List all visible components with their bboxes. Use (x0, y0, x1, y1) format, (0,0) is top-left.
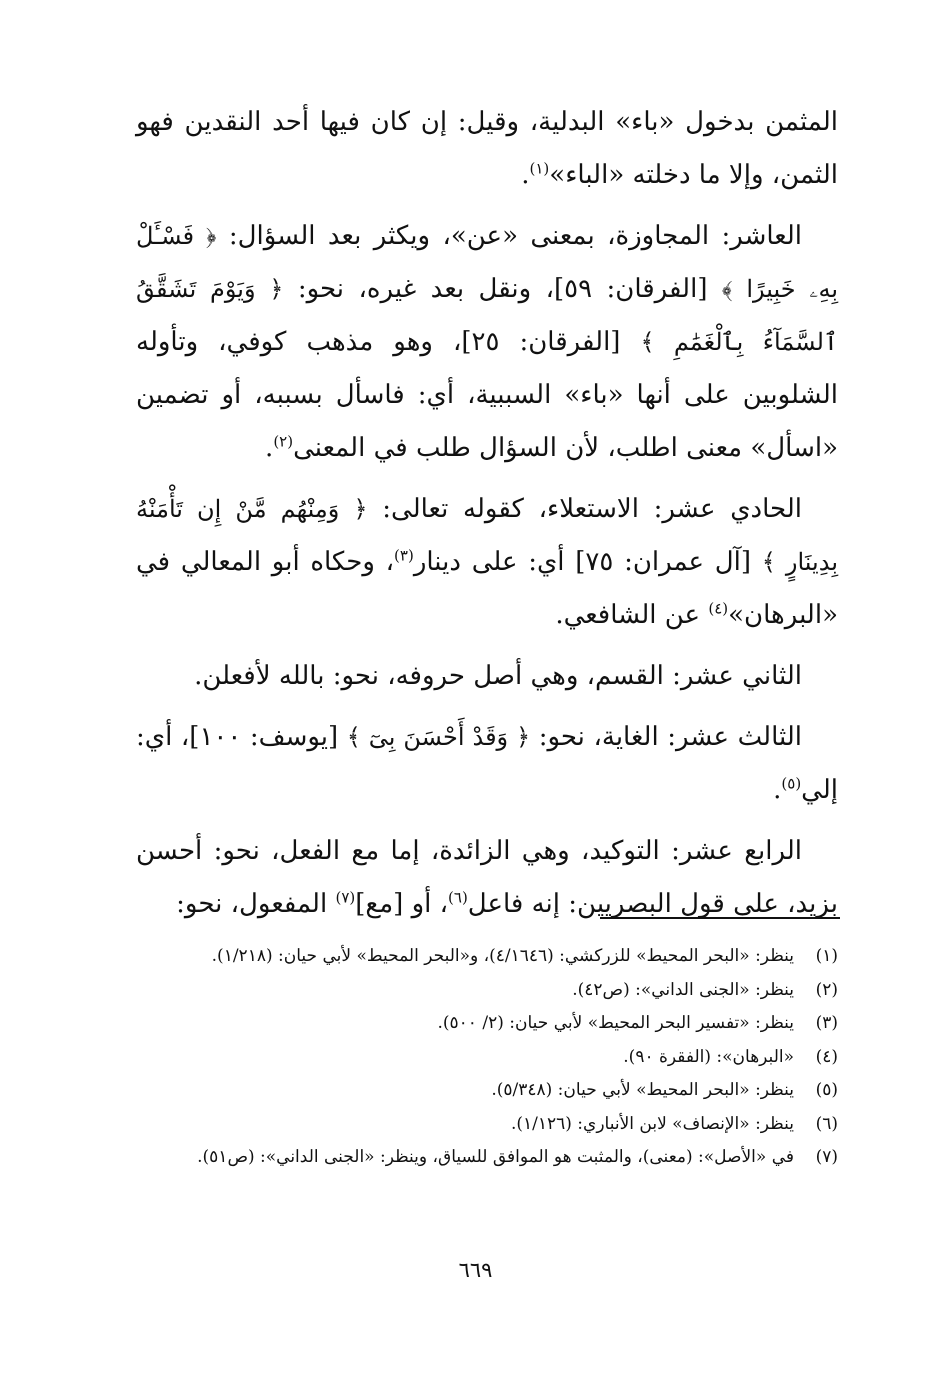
footnote-ref-7: (٧) (335, 888, 356, 907)
footnote-2 (136, 974, 838, 1008)
paragraph-6-text-3: المفعول، نحو: (176, 889, 336, 919)
footnote-4 (136, 1041, 838, 1075)
paragraph-3 (136, 483, 838, 642)
footnote-number: (٥) (815, 1080, 838, 1100)
paragraph-1-end: . (521, 160, 530, 190)
quran-verse-4: ﴿ وَقَدْ أَحْسَنَ بِىٓ ﴾ (346, 723, 531, 751)
footnote-ref-6: (٦) (448, 888, 468, 907)
page-number: ٦٦٩ (458, 1258, 493, 1282)
paragraph-2-text-3: [الفرقان: ٢٥]، وهو مذهب كوفي، وتأوله الشلوبين على أنها «باء» السببية، أي: فاسأل بسببه، أو تضمين «اسأل» معنى اطلب، لأن السؤال طلب في المعنى (136, 327, 838, 463)
paragraph-3-text-4: عن الشافعي. (555, 600, 709, 630)
paragraph-5-end: . (773, 775, 782, 805)
footnote-number: (٦) (815, 1113, 838, 1134)
paragraph-2-text-2: [الفرقان: ٥٩]، ونقل بعد غيره، نحو: (283, 274, 722, 304)
paragraph-2-end: . (265, 433, 274, 463)
footnote-number: (٣) (815, 1013, 838, 1033)
footnote-number: (٢) (815, 979, 838, 1000)
quran-verse-1: ﴿ فَسْـَٔلْ بِهِۦ خَبِيرًا ﴾ (136, 222, 839, 303)
paragraph-4-text: الثاني عشر: القسم، وهي أصل حروفه، نحو: بالله لأفعلن. (194, 661, 802, 691)
paragraph-5-text: الثالث عشر: الغاية، نحو: (530, 722, 802, 752)
paragraph-6-text-2: ، أو [مع] (355, 889, 449, 919)
footnote-7 (136, 1141, 838, 1175)
footnote-number: (٧) (815, 1147, 838, 1167)
footnote-6 (136, 1108, 838, 1142)
footnote-ref-4: (٤) (708, 599, 729, 618)
footnote-text: في «الأصل»: (معنى)، والمثبت هو الموافق للسياق، وينظر: «الجنى الداني»: (ص٥١). (197, 1147, 794, 1167)
footnote-5 (136, 1074, 838, 1108)
paragraph-3-text-3: ، وحكاه أبو المعالي في «البرهان» (136, 547, 838, 630)
paragraph-4 (136, 650, 838, 703)
footnotes (136, 940, 838, 1175)
footnote-ref-2: (٢) (273, 432, 294, 451)
paragraph-5 (136, 711, 838, 817)
footnote-number: (٤) (815, 1046, 838, 1067)
main-text (136, 96, 838, 939)
footnote-1 (136, 940, 838, 974)
paragraph-1-text: المثمن بدخول «باء» البدلية، وقيل: إن كان فيها أحد النقدين فهو الثمن، وإلا ما دخلته «الباء» (136, 107, 838, 190)
paragraph-3-text-2: [آل عمران: ٧٥] أي: على دينار (413, 547, 762, 577)
footnote-3 (136, 1007, 838, 1041)
quran-verse-3: ﴿ وَمِنْهُم مَّنْ إِن تَأْمَنْهُ بِدِينَارٍ ﴾ (136, 495, 839, 576)
paragraph-3-text: الحادي عشر: الاستعلاء، كقوله تعالى: (367, 494, 802, 524)
footnote-text: ينظر: «الإنصاف» لابن الأنباري: (١/١٢٦). (510, 1113, 794, 1134)
footnote-text: ينظر: «تفسير البحر المحيط» لأبي حيان: (٢/ ٥٠٠). (437, 1013, 794, 1033)
footnote-text: «البرهان»: (الفقرة ٩٠). (623, 1046, 794, 1067)
paragraph-1 (136, 96, 838, 202)
footnote-text: ينظر: «الجنى الداني»: (ص٤٢). (572, 979, 794, 1000)
paragraph-2-text: العاشر: المجاوزة، بمعنى «عن»، ويكثر بعد السؤال: (216, 221, 802, 251)
footnote-separator (600, 917, 840, 919)
footnote-text: ينظر: «البحر المحيط» لأبي حيان: (٥/٣٤٨). (491, 1080, 794, 1100)
paragraph-5-text-2: [يوسف: ١٠٠]، أي: إلي (136, 722, 838, 805)
paragraph-2 (136, 210, 838, 475)
footnote-number: (١) (815, 946, 838, 966)
paragraph-6 (136, 825, 838, 931)
footnote-text: ينظر: «البحر المحيط» للزركشي: (٤/١٦٤٦)، و«البحر المحيط» لأبي حيان: (١/٢١٨). (211, 946, 794, 966)
quran-verse-2: ﴿ وَيَوْمَ تَشَقَّقُ ٱلسَّمَآءُ بِٱلْغَمَٰمِ ﴾ (136, 275, 838, 356)
footnote-ref-3: (٣) (394, 546, 414, 565)
paragraph-6-text: الرابع عشر: التوكيد، وهي الزائدة، إما مع الفعل، نحو: أحسن بزيد، على قول البصريين: إنه فاعل (136, 836, 838, 919)
footnote-ref-5: (٥) (781, 774, 802, 793)
footnote-ref-1: (١) (529, 159, 550, 178)
